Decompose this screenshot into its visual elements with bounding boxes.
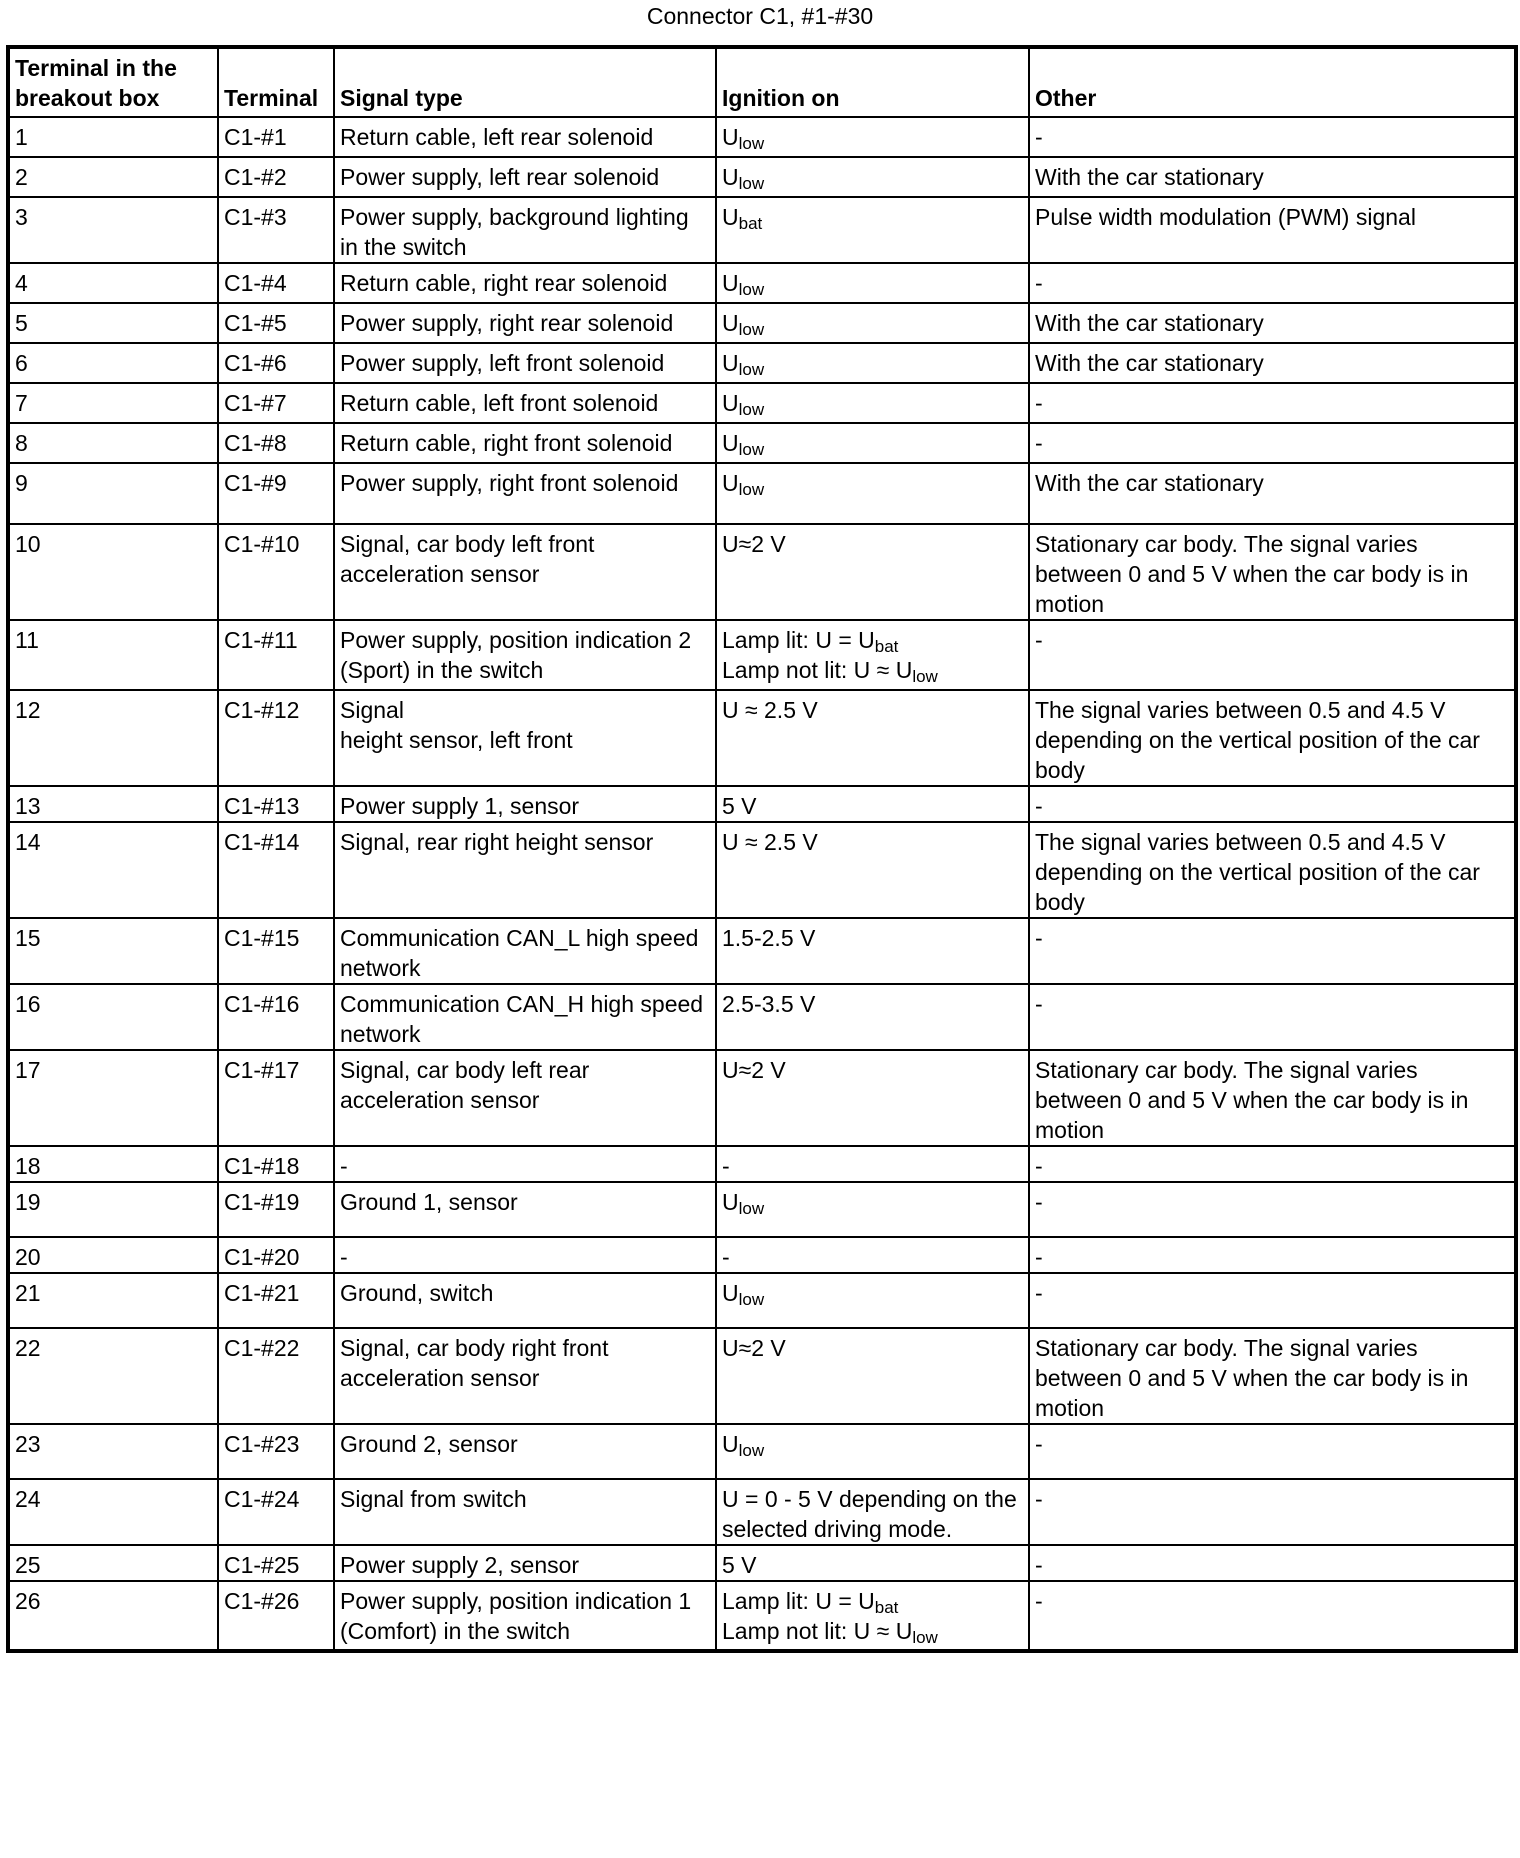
cell-other: With the car stationary [1029, 463, 1516, 524]
ignition-value: U [722, 270, 739, 296]
table-row [8, 343, 1516, 383]
ignition-value: U≈2 V [722, 1335, 786, 1361]
ignition-value: U [722, 1431, 739, 1457]
cell-ignition-on [716, 1545, 1029, 1581]
table-row [8, 117, 1516, 157]
ignition-line [722, 529, 1023, 559]
ignition-value: U [722, 390, 739, 416]
ignition-subscript: low [912, 1628, 938, 1647]
ignition-line [722, 428, 1023, 458]
cell-breakout-terminal: 24 [8, 1479, 218, 1545]
ignition-subscript: low [738, 480, 765, 499]
ignition-line [722, 1616, 1023, 1646]
cell-breakout-terminal: 14 [8, 822, 218, 918]
ignition-value: U ≈ 2.5 V [722, 829, 818, 855]
table-row [8, 463, 1516, 524]
cell-signal-type: Ground, switch [334, 1273, 716, 1328]
ignition-value: 5 V [722, 793, 757, 819]
cell-ignition-on [716, 1328, 1029, 1424]
cell-terminal: C1-#15 [218, 918, 334, 984]
cell-other: - [1029, 1237, 1516, 1273]
cell-signal-type: Ground 2, sensor [334, 1424, 716, 1479]
cell-signal-type: Power supply, right front solenoid [334, 463, 716, 524]
cell-ignition-on [716, 423, 1029, 463]
ignition-line [722, 1278, 1023, 1308]
cell-terminal: C1-#14 [218, 822, 334, 918]
cell-other: - [1029, 1479, 1516, 1545]
cell-ignition-on [716, 1273, 1029, 1328]
table-row [8, 197, 1516, 263]
cell-signal-type: Return cable, right front solenoid [334, 423, 716, 463]
ignition-value: U≈2 V [722, 1057, 786, 1083]
ignition-line [722, 791, 1023, 821]
ignition-line [722, 1333, 1023, 1363]
cell-signal-type: Power supply 2, sensor [334, 1545, 716, 1581]
cell-terminal: C1-#3 [218, 197, 334, 263]
ignition-value: U [722, 204, 739, 230]
cell-terminal: C1-#12 [218, 690, 334, 786]
table-row [8, 383, 1516, 423]
cell-ignition-on [716, 918, 1029, 984]
cell-other: - [1029, 117, 1516, 157]
cell-terminal: C1-#17 [218, 1050, 334, 1146]
cell-ignition-on [716, 1424, 1029, 1479]
cell-ignition-on [716, 984, 1029, 1050]
ignition-line [722, 989, 1023, 1019]
cell-signal-type: Ground 1, sensor [334, 1182, 716, 1237]
table-row [8, 1237, 1516, 1273]
cell-breakout-terminal: 10 [8, 524, 218, 620]
cell-ignition-on [716, 263, 1029, 303]
cell-ignition-on [716, 620, 1029, 690]
header-signal-type: Signal type [334, 47, 716, 117]
cell-terminal: C1-#2 [218, 157, 334, 197]
table-header-row [8, 47, 1516, 117]
ignition-value: Lamp not lit: U ≈ U [722, 1618, 913, 1644]
table-row [8, 1050, 1516, 1146]
table-row [8, 1545, 1516, 1581]
ignition-value: 2.5-3.5 V [722, 991, 816, 1017]
cell-signal-type: Signal from switch [334, 1479, 716, 1545]
cell-other: - [1029, 1545, 1516, 1581]
cell-ignition-on [716, 157, 1029, 197]
cell-breakout-terminal: 7 [8, 383, 218, 423]
ignition-line [722, 202, 1023, 232]
cell-other: - [1029, 1581, 1516, 1651]
cell-terminal: C1-#7 [218, 383, 334, 423]
ignition-line [722, 348, 1023, 378]
header-ignition-on: Ignition on [716, 47, 1029, 117]
cell-ignition-on [716, 690, 1029, 786]
ignition-line [722, 308, 1023, 338]
cell-other: - [1029, 918, 1516, 984]
cell-other: Stationary car body. The signal varies between 0 and 5 V when the car body is in motion [1029, 1050, 1516, 1146]
cell-breakout-terminal: 23 [8, 1424, 218, 1479]
cell-signal-type: Return cable, right rear solenoid [334, 263, 716, 303]
ignition-value: U [722, 1189, 739, 1215]
table-row [8, 918, 1516, 984]
ignition-value: 5 V [722, 1552, 757, 1578]
ignition-line [722, 1242, 1023, 1272]
cell-signal-type: Signal, car body left rear acceleration sensor [334, 1050, 716, 1146]
header-terminal: Terminal [218, 47, 334, 117]
table-row [8, 263, 1516, 303]
cell-breakout-terminal: 5 [8, 303, 218, 343]
cell-signal-type: Power supply, background lighting in the switch [334, 197, 716, 263]
cell-ignition-on [716, 1479, 1029, 1545]
cell-terminal: C1-#8 [218, 423, 334, 463]
cell-terminal: C1-#21 [218, 1273, 334, 1328]
cell-signal-type: Signal, rear right height sensor [334, 822, 716, 918]
cell-ignition-on [716, 1182, 1029, 1237]
cell-other: - [1029, 1182, 1516, 1237]
ignition-line [722, 625, 1023, 655]
cell-breakout-terminal: 8 [8, 423, 218, 463]
cell-breakout-terminal: 2 [8, 157, 218, 197]
ignition-subscript: low [738, 1199, 765, 1218]
ignition-value: U [722, 124, 739, 150]
cell-other: With the car stationary [1029, 303, 1516, 343]
ignition-line [722, 268, 1023, 298]
ignition-line [722, 388, 1023, 418]
cell-signal-type: Power supply, right rear solenoid [334, 303, 716, 343]
cell-other: - [1029, 423, 1516, 463]
table-row [8, 423, 1516, 463]
cell-signal-type: Return cable, left rear solenoid [334, 117, 716, 157]
table-row [8, 1581, 1516, 1651]
table-row [8, 786, 1516, 822]
cell-breakout-terminal: 16 [8, 984, 218, 1050]
cell-breakout-terminal: 4 [8, 263, 218, 303]
cell-other: - [1029, 1424, 1516, 1479]
cell-signal-type: Return cable, left front solenoid [334, 383, 716, 423]
cell-terminal: C1-#4 [218, 263, 334, 303]
cell-ignition-on [716, 383, 1029, 423]
header-breakout-terminal: Terminal in the breakout box [8, 47, 218, 117]
cell-other: - [1029, 984, 1516, 1050]
table-row [8, 1479, 1516, 1545]
cell-ignition-on [716, 117, 1029, 157]
ignition-subscript: low [738, 1290, 765, 1309]
ignition-line [722, 122, 1023, 152]
cell-signal-type: Power supply, position indication 1 (Comfort) in the switch [334, 1581, 716, 1651]
ignition-line [722, 1055, 1023, 1085]
ignition-line [722, 1550, 1023, 1580]
table-row [8, 303, 1516, 343]
table-row [8, 984, 1516, 1050]
ignition-line [722, 695, 1023, 725]
cell-breakout-terminal: 22 [8, 1328, 218, 1424]
cell-signal-type: Communication CAN_H high speed network [334, 984, 716, 1050]
cell-signal-type: Signal, car body left front acceleration sensor [334, 524, 716, 620]
cell-terminal: C1-#11 [218, 620, 334, 690]
ignition-line [722, 923, 1023, 953]
cell-breakout-terminal: 25 [8, 1545, 218, 1581]
cell-terminal: C1-#6 [218, 343, 334, 383]
cell-signal-type: Communication CAN_L high speed network [334, 918, 716, 984]
cell-signal-type: Power supply, left front solenoid [334, 343, 716, 383]
cell-ignition-on [716, 463, 1029, 524]
cell-terminal: C1-#10 [218, 524, 334, 620]
cell-terminal: C1-#24 [218, 1479, 334, 1545]
ignition-subscript: low [738, 1441, 765, 1460]
ignition-value: U = 0 - 5 V depending on the selected driving mode. [722, 1486, 1017, 1542]
cell-other: - [1029, 263, 1516, 303]
cell-terminal: C1-#1 [218, 117, 334, 157]
ignition-line [722, 1586, 1023, 1616]
cell-other: - [1029, 786, 1516, 822]
ignition-line [722, 1429, 1023, 1459]
cell-signal-type: Signal height sensor, left front [334, 690, 716, 786]
cell-breakout-terminal: 6 [8, 343, 218, 383]
cell-terminal: C1-#25 [218, 1545, 334, 1581]
page-title: Connector C1, #1-#30 [646, 3, 874, 29]
cell-other: - [1029, 620, 1516, 690]
table-row [8, 620, 1516, 690]
ignition-value: U [722, 470, 739, 496]
ignition-subscript: bat [874, 637, 899, 656]
ignition-subscript: low [738, 400, 765, 419]
cell-ignition-on [716, 303, 1029, 343]
cell-terminal: C1-#26 [218, 1581, 334, 1651]
cell-breakout-terminal: 15 [8, 918, 218, 984]
ignition-subscript: bat [874, 1598, 899, 1617]
ignition-subscript: low [738, 134, 765, 153]
cell-other: The signal varies between 0.5 and 4.5 V depending on the vertical position of the car body [1029, 822, 1516, 918]
ignition-line [722, 468, 1023, 498]
cell-other: Stationary car body. The signal varies between 0 and 5 V when the car body is in motion [1029, 1328, 1516, 1424]
ignition-subscript: low [738, 174, 765, 193]
ignition-subscript: low [738, 280, 765, 299]
cell-other: - [1029, 1273, 1516, 1328]
cell-terminal: C1-#9 [218, 463, 334, 524]
ignition-value: U [722, 164, 739, 190]
cell-signal-type: Power supply, left rear solenoid [334, 157, 716, 197]
cell-terminal: C1-#13 [218, 786, 334, 822]
ignition-value: U ≈ 2.5 V [722, 697, 818, 723]
cell-other: - [1029, 383, 1516, 423]
ignition-line [722, 162, 1023, 192]
cell-terminal: C1-#18 [218, 1146, 334, 1182]
ignition-subscript: low [738, 360, 765, 379]
cell-breakout-terminal: 18 [8, 1146, 218, 1182]
ignition-subscript: low [738, 440, 765, 459]
table-row [8, 690, 1516, 786]
cell-other: Stationary car body. The signal varies between 0 and 5 V when the car body is in motion [1029, 524, 1516, 620]
cell-terminal: C1-#22 [218, 1328, 334, 1424]
cell-breakout-terminal: 20 [8, 1237, 218, 1273]
ignition-value: U [722, 350, 739, 376]
cell-breakout-terminal: 3 [8, 197, 218, 263]
ignition-value: U [722, 430, 739, 456]
cell-breakout-terminal: 13 [8, 786, 218, 822]
cell-ignition-on [716, 197, 1029, 263]
ignition-value: U [722, 1280, 739, 1306]
cell-terminal: C1-#16 [218, 984, 334, 1050]
pinout-table [6, 45, 1518, 1653]
cell-other: With the car stationary [1029, 157, 1516, 197]
table-row [8, 822, 1516, 918]
cell-other: - [1029, 1146, 1516, 1182]
ignition-value: - [722, 1153, 730, 1179]
cell-ignition-on [716, 1237, 1029, 1273]
table-row [8, 1273, 1516, 1328]
cell-terminal: C1-#19 [218, 1182, 334, 1237]
cell-ignition-on [716, 343, 1029, 383]
cell-breakout-terminal: 9 [8, 463, 218, 524]
ignition-value: 1.5-2.5 V [722, 925, 816, 951]
ignition-value: Lamp lit: U = U [722, 1588, 875, 1614]
cell-signal-type: - [334, 1146, 716, 1182]
cell-terminal: C1-#23 [218, 1424, 334, 1479]
cell-signal-type: - [334, 1237, 716, 1273]
cell-breakout-terminal: 19 [8, 1182, 218, 1237]
ignition-line [722, 1484, 1023, 1544]
table-row [8, 1182, 1516, 1237]
cell-breakout-terminal: 12 [8, 690, 218, 786]
cell-signal-type: Power supply, position indication 2 (Sport) in the switch [334, 620, 716, 690]
cell-ignition-on [716, 1581, 1029, 1651]
table-row [8, 157, 1516, 197]
ignition-line [722, 1151, 1023, 1181]
ignition-line [722, 1187, 1023, 1217]
ignition-subscript: low [738, 320, 765, 339]
table-row [8, 1424, 1516, 1479]
cell-ignition-on [716, 524, 1029, 620]
cell-terminal: C1-#5 [218, 303, 334, 343]
table-row [8, 1328, 1516, 1424]
table-row [8, 1146, 1516, 1182]
ignition-value: U≈2 V [722, 531, 786, 557]
cell-breakout-terminal: 11 [8, 620, 218, 690]
cell-signal-type: Signal, car body right front acceleration sensor [334, 1328, 716, 1424]
ignition-value: U [722, 310, 739, 336]
cell-other: The signal varies between 0.5 and 4.5 V depending on the vertical position of the car body [1029, 690, 1516, 786]
cell-ignition-on [716, 1146, 1029, 1182]
ignition-value: Lamp lit: U = U [722, 627, 875, 653]
ignition-subscript: bat [738, 214, 763, 233]
header-other: Other [1029, 47, 1516, 117]
cell-other: Pulse width modulation (PWM) signal [1029, 197, 1516, 263]
cell-terminal: C1-#20 [218, 1237, 334, 1273]
ignition-value: Lamp not lit: U ≈ U [722, 657, 913, 683]
cell-ignition-on [716, 786, 1029, 822]
cell-other: With the car stationary [1029, 343, 1516, 383]
cell-ignition-on [716, 822, 1029, 918]
cell-breakout-terminal: 17 [8, 1050, 218, 1146]
ignition-line [722, 655, 1023, 685]
cell-breakout-terminal: 21 [8, 1273, 218, 1328]
cell-breakout-terminal: 26 [8, 1581, 218, 1651]
cell-signal-type: Power supply 1, sensor [334, 786, 716, 822]
cell-ignition-on [716, 1050, 1029, 1146]
ignition-line [722, 827, 1023, 857]
ignition-subscript: low [912, 667, 938, 686]
ignition-value: - [722, 1244, 730, 1270]
table-row [8, 524, 1516, 620]
cell-breakout-terminal: 1 [8, 117, 218, 157]
